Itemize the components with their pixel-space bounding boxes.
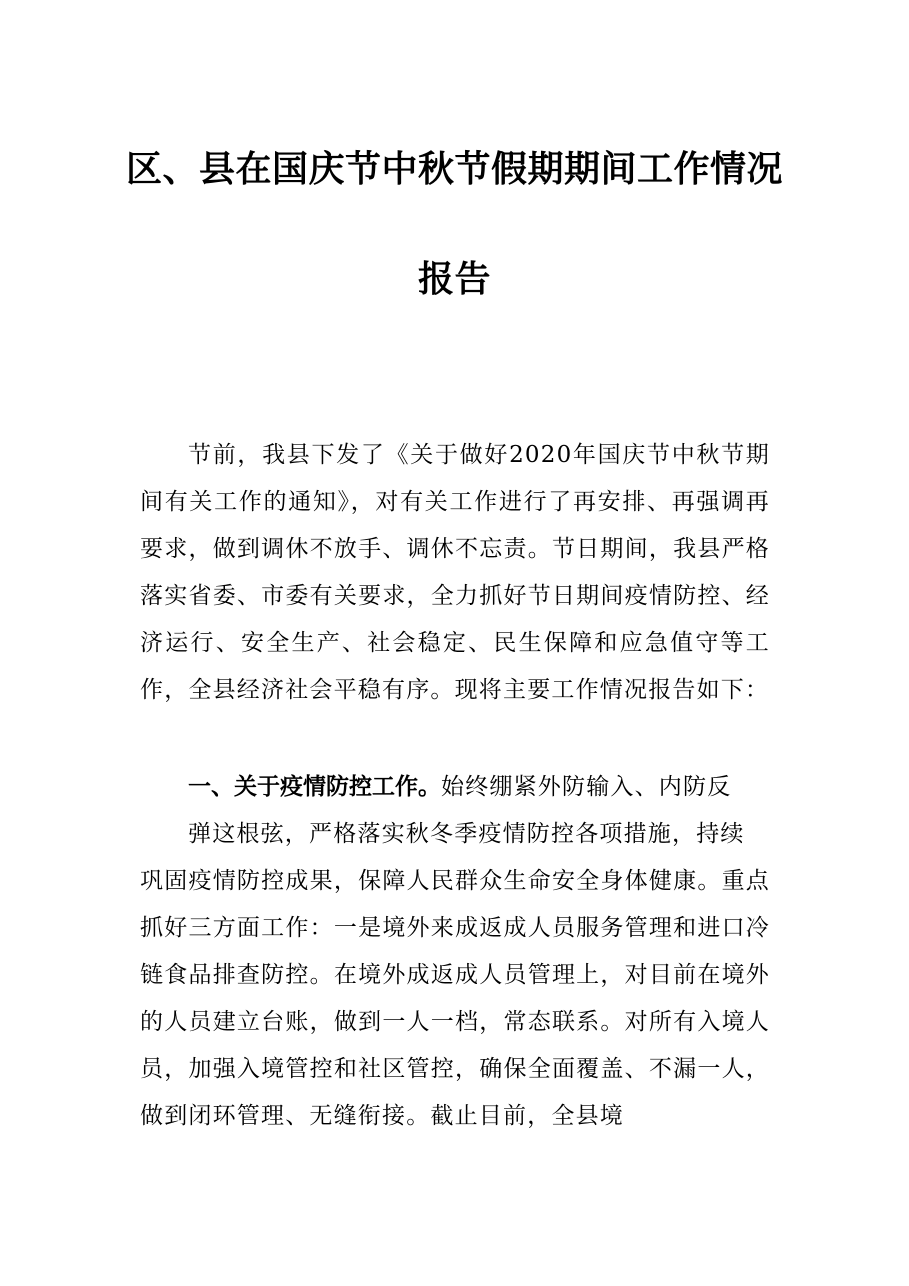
document-title-line-1: 区、县在国庆节中秋节假期期间工作情况 (125, 149, 783, 190)
section-1-first-line-text: 始终绷紧外防输入、内防反 (441, 774, 732, 800)
section-1-rest-text: 巩固疫情防控成果，保障人民群众生命安全身体健康。重点抓好三方面工作：一是境外来成返成人员服务管理和进口冷链食品排查防控。在境外成返成人员管理上，对目前在境外的人员建立台账，做到一人一档，常态联系。对所有入境人员，加强入境管控和社区管控，确保全面覆盖、不漏一人，做到闭环管理、无缝衔接。截止目前，全县境 (140, 868, 770, 1129)
section-1-second-line: 弹这根弦，严格落实秋冬季疫情防控各项措施，持续 (188, 821, 745, 847)
section-1-heading: 一、关于疫情防控工作。 (188, 774, 441, 800)
document-title-line-2: 报告 (417, 259, 491, 300)
section-1-paragraph (140, 811, 770, 1140)
section-1-first-line (188, 764, 788, 811)
intro-paragraph: 节前，我县下发了《关于做好2020年国庆节中秋节期间有关工作的通知》，对有关工作进行了再安排、再强调再要求，做到调休不放手、调休不忘责。节日期间，我县严格落实省委、市委有关要求，全力抓好节日期间疫情防控、经济运行、安全生产、社会稳定、民生保障和应急值守等工作，全县经济社会平稳有序。现将主要工作情况报告如下： (140, 442, 770, 703)
